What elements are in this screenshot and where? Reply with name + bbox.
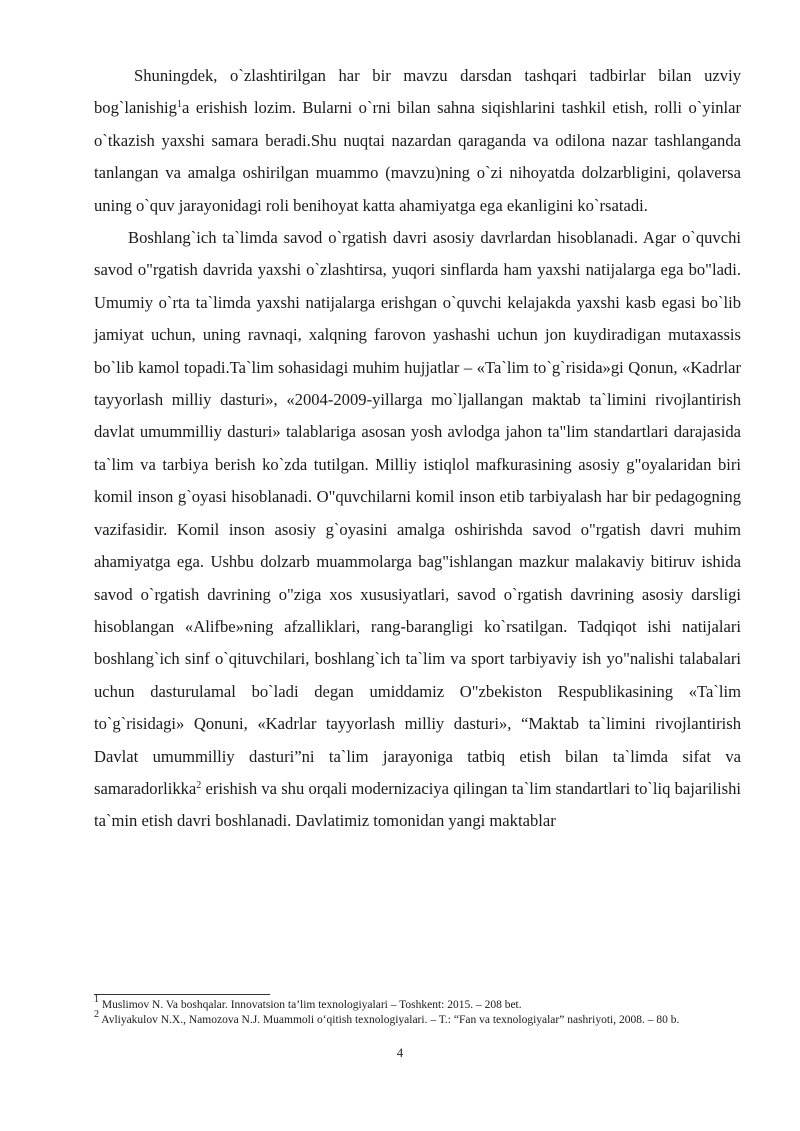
- paragraph-text: Boshlang`ich ta`limda savod o`rgatish davri asosiy davrlardan hisoblanadi. Agar o`quvchi savod o"rgatish davrida yaxshi o`zlashtirsa, yuqori sinflarda ham yaxshi natijalarga ega bo"ladi. Umumiy o`rta ta`limda yaxshi natijalarga erishgan o`quvchi kelajakda yaxshi kasb egasi bo`lib jamiyat uchun, uning ravnaqi, xalqning farovon yashashi uchun jon kuydiradigan mutaxassis bo`lib kamol topadi.Ta`lim sohasidagi muhim hujjatlar – «Ta`lim to`g`risida»gi Qonun, «Kadrlar tayyorlash milliy dasturi», «2004-2009-yillarga mo`ljallangan maktab ta`limini rivojlantirish davlat umummilliy dasturi» talablariga asosan yosh avlodga jahon ta"lim standartlari darajasida ta`lim va tarbiya berish ko`zda tutilgan. Milliy istiqlol mafkurasining asosiy g"oyalaridan biri komil inson g`oyasi hisoblanadi. O"quvchilarni komil inson etib tarbiyalash har bir pedagogning vazifasidir. Komil inson asosiy g`oyasini amalga oshirishda savod o"rgatish davri muhim ahamiyatga ega. Ushbu dolzarb muammolarga bag"ishlangan mazkur malakaviy bitiruv ishida savod o`rgatish davrining o"ziga xos xususiyatlari, savod o`rgatish davrining asosiy darsligi hisoblangan «Alifbe»ning afzalliklari, rang-barangligi ko`rsatilgan. Tadqiqot ishi natijalari boshlang`ich sinf o`qituvchilari, boshlang`ich ta`lim va sport tarbiyaviy ish yo"nalishi talabalari uchun dasturulamal bo`ladi degan umiddamiz O"zbekiston Respublikasining «Ta`lim to`g`risidagi» Qonuni, «Kadrlar tayyorlash milliy dasturi», “Maktab ta`limini rivojlantirish Davlat umummilliy dasturi”ni ta`lim jarayoniga tatbiq etish bilan ta`limda sifat va samaradorlikka: [94, 228, 741, 798]
- paragraph-text: a erishish lozim. Bularni o`rni bilan sahna siqishlarini tashkil etish, rolli o`yinlar o`tkazish yaxshi samara beradi.Shu nuqtai nazardan qaraganda va odilona nazar tashlanganda tanlangan va amalga oshirilgan muammo (mavzu)ning o`zi nihoyatda dolzarbligini, qolaversa uning o`quv jarayonidagi roli benihoyat katta ahamiyatga ega ekanligini ko`rsatadi.: [94, 98, 741, 215]
- footnote-mark: 2: [94, 1009, 99, 1020]
- paragraph-1: [94, 60, 741, 222]
- footnote-1: [94, 994, 754, 1013]
- document-body: [94, 60, 741, 838]
- paragraph-text: erishish va shu orqali modernizaciya qilingan ta`lim standartlari to`liq bajarilishi ta`min etish davri boshlanadi. Davlatimiz tomonidan yangi maktablar: [94, 778, 741, 831]
- footnote-2: [94, 1009, 754, 1028]
- page-number: 4: [396, 1046, 404, 1060]
- footnote-ref-1[interactable]: 1: [176, 99, 182, 111]
- footnotes: [94, 994, 754, 1028]
- footnote-mark: 1: [94, 994, 99, 1005]
- footnote-text: Muslimov N. Va boshqalar. Innovatsion ta’lim texnologiyalari – Toshkent: 2015. – 208 bet.: [99, 999, 522, 1011]
- paragraph-text: Shuningdek, o`zlashtirilgan har bir mavzu darsdan tashqari tadbirlar bilan uzviy bog`lanishig: [94, 66, 741, 118]
- footnote-separator: [94, 994, 270, 995]
- footnote-ref-2[interactable]: 2: [196, 779, 202, 791]
- paragraph-2: [94, 222, 741, 838]
- footnote-text: Avliyakulov N.X., Namozova N.J. Muammoli o‘qitish texnologiyalari. – T.: “Fan va texnologiyalar” nashriyoti, 2008. – 80 b.: [99, 1014, 680, 1026]
